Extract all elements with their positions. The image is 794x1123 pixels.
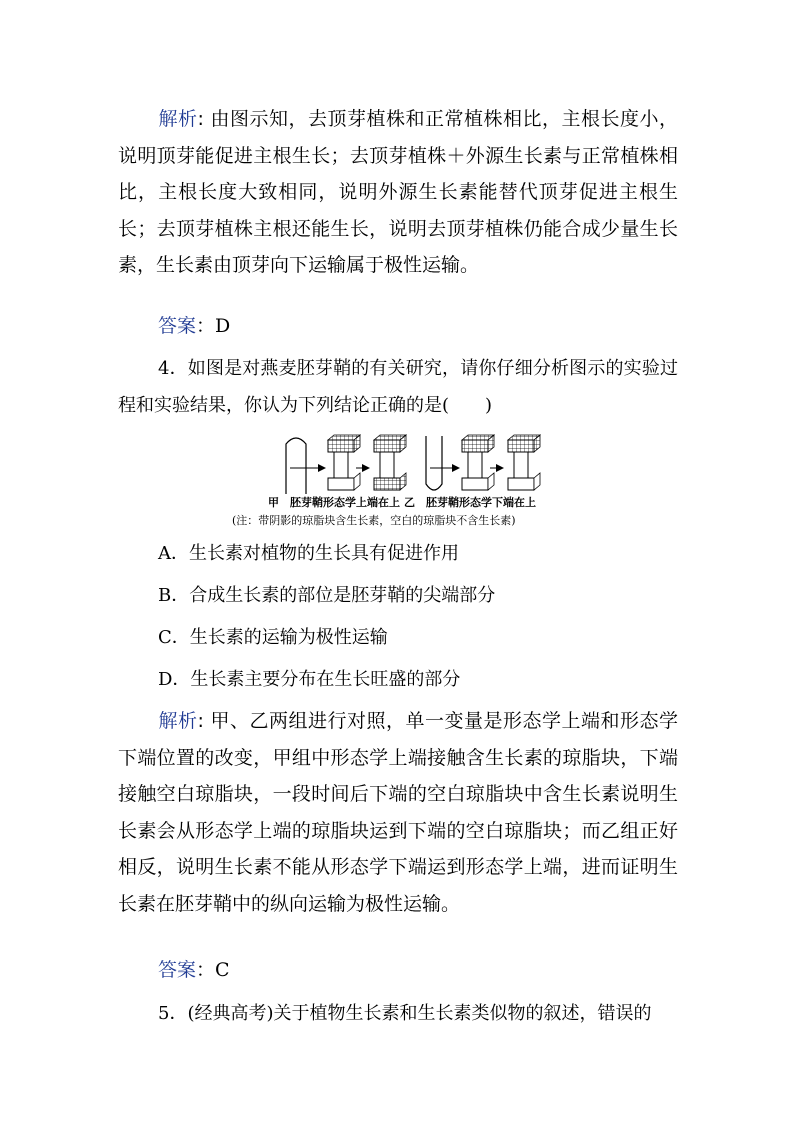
question-5-source: (经典高考) xyxy=(187,1003,274,1024)
group-b-diagram xyxy=(426,435,540,490)
analysis-label: 解析 xyxy=(158,108,198,130)
answer-line-2 xyxy=(158,957,230,983)
analysis-text: : 甲、乙两组进行对照，单一变量是形态学上端和形态学下端位置的改变，甲组中形态学上端接触含生长素的琼脂块，下端接触空白琼脂块，一段时间后下端的空白琼脂块中含生长素说明生长素会从形态学上端的琼脂块运到下端的空白琼脂块；而乙组正好相反，说明生长素不能从形态学下端运到形态学上端，进而证明生长素在胚芽鞘中的纵向运输为极性运输。 xyxy=(118,710,678,915)
question-5-text: 关于植物生长素和生长素类似物的叙述，错误的 xyxy=(273,1003,652,1024)
analysis-paragraph-1 xyxy=(118,101,678,284)
analysis-paragraph-2 xyxy=(118,703,678,923)
analysis-label: 解析 xyxy=(158,710,198,732)
option-b: B．合成生长素的部位是胚芽鞘的尖端部分 xyxy=(158,585,496,606)
question-5-stem xyxy=(118,995,678,1032)
answer-label: 答案 xyxy=(158,959,197,981)
answer-line-1 xyxy=(158,313,230,339)
option-d: D．生长素主要分布在生长旺盛的部分 xyxy=(158,669,461,690)
coleoptile-diagram xyxy=(228,432,598,496)
question-5-number: 5． xyxy=(158,1003,188,1024)
answer-value: ：D xyxy=(196,315,231,337)
answer-value: ：C xyxy=(196,959,230,981)
figure-note: (注：带阴影的琼脂块含生长素，空白的琼脂块不含生长素) xyxy=(232,514,516,527)
question-4-text: 4．如图是对燕麦胚芽鞘的有关研究，请你仔细分析图示的实验过程和实验结果，你认为下列结论正确的是( ) xyxy=(118,358,678,416)
answer-label: 答案 xyxy=(158,315,197,337)
question-4-stem xyxy=(118,350,678,424)
figure-caption-b: 乙 胚芽鞘形态学下端在上 xyxy=(404,496,536,509)
experiment-figure xyxy=(228,432,598,532)
option-a: A．生长素对植物的生长具有促进作用 xyxy=(158,543,459,564)
analysis-text: : 由图示知，去顶芽植株和正常植株相比，主根长度小，说明顶芽能促进主根生长；去顶芽植株＋外源生长素与正常植株相比，主根长度大致相同，说明外源生长素能替代顶芽促进主根生长；去顶芽植株主根还能生长，说明去顶芽植株仍能合成少量生长素，生长素由顶芽向下运输属于极性运输。 xyxy=(118,108,678,277)
option-c: C．生长素的运输为极性运输 xyxy=(158,627,388,648)
group-a-diagram xyxy=(286,435,406,494)
figure-caption-a: 甲 胚芽鞘形态学上端在上 xyxy=(268,496,400,509)
